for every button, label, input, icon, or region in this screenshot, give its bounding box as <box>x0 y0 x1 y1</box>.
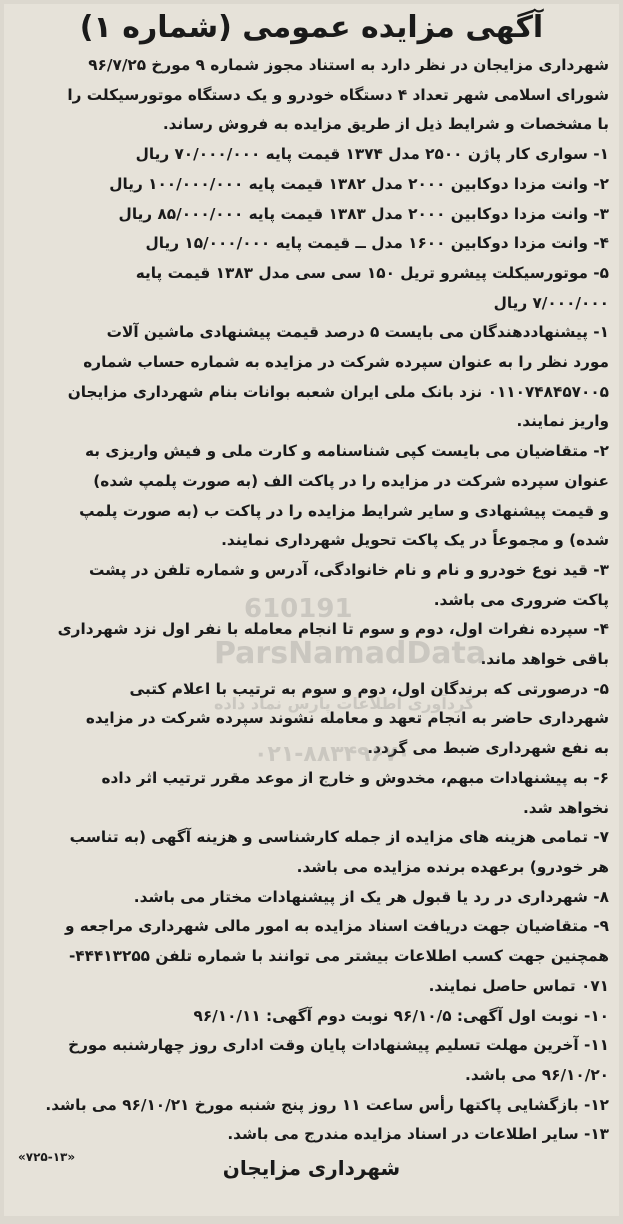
vehicle-item: ۷/۰۰۰/۰۰۰ ریال <box>493 293 609 312</box>
watermark-number: 610191 <box>244 594 353 624</box>
condition-line: ۱۲- بازگشایی پاکتها رأس ساعت ۱۱ روز پنج شنبه مورخ ۹۶/۱۰/۲۱ می باشد. <box>45 1095 609 1114</box>
signature: شهرداری مزایجان <box>222 1156 401 1181</box>
condition-line: ۸- شهرداری در رد یا قبول هر یک از پیشنهادات مختار می باشد. <box>133 887 609 906</box>
condition-line: ۲- متقاضیان می بایست کپی شناسنامه و کارت ملی و فیش واریزی به <box>84 442 609 461</box>
vehicle-item: ۳- وانت مزدا دوکابین ۲۰۰۰ مدل ۱۳۸۳ قیمت پایه ۸۵/۰۰۰/۰۰۰ ریال <box>118 204 609 223</box>
vehicle-item: ۴- وانت مزدا دوکابین ۱۶۰۰ مدل ــ قیمت پایه ۱۵/۰۰۰/۰۰۰ ریال <box>145 234 609 253</box>
conditions-list <box>14 318 609 1150</box>
watermark-brand: ParsNamadData <box>214 636 487 671</box>
condition-line: ۹۶/۱۰/۲۰ می باشد. <box>465 1065 609 1084</box>
condition-line: عنوان سپرده شرکت در مزایده را در پاکت الف (به صورت پلمپ شده) <box>93 471 609 490</box>
notice-code: «۷۲۵-۱۳» <box>18 1150 76 1164</box>
condition-line: ۰۷۱ تماس حاصل نمایند. <box>428 976 609 995</box>
condition-line: ۴- سپرده نفرات اول، دوم و سوم تا انجام معامله با نفر اول نزد شهرداری <box>57 620 609 639</box>
condition-line: و قیمت پیشنهادی و سایر شرایط مزایده را در پاکت ب (به صورت پلمپ <box>79 501 609 520</box>
condition-line: ۱۳- سایر اطلاعات در اسناد مزایده مندرج می باشد. <box>227 1125 609 1144</box>
condition-line: ۶- به پیشنهادات مبهم، مخدوش و خارج از موعد مقرر ترتیب اثر داده <box>101 768 609 787</box>
intro-line: شهرداری مزایجان در نظر دارد به استناد مجوز شماره ۹ مورخ ۹۶/۷/۲۵ <box>88 56 609 74</box>
intro-line: شورای اسلامی شهر تعداد ۴ دستگاه خودرو و یک دستگاه موتورسیکلت را <box>67 85 609 104</box>
condition-line: همچنین جهت کسب اطلاعات بیشتر می توانند با شماره تلفن ۴۴۴۱۳۲۵۵- <box>68 947 609 966</box>
vehicle-list <box>14 140 609 318</box>
condition-line: باقی خواهد ماند. <box>480 650 609 669</box>
condition-line: ۹- متقاضیان جهت دریافت اسناد مزایده به امور مالی شهرداری مراجعه و <box>64 917 609 936</box>
condition-line: واریز نمایند. <box>516 412 609 431</box>
condition-line: ۰۱۱۰۷۴۸۴۵۷۰۰۵ نزد بانک ملی ایران شعبه بوانات بنام شهرداری مزایجان <box>67 382 609 401</box>
condition-line: مورد نظر را به عنوان سپرده شرکت در مزایده به شماره حساب شماره <box>83 353 609 372</box>
condition-line: به نفع شهرداری ضبط می گردد. <box>367 739 609 758</box>
condition-line: ۷- تمامی هزینه های مزایده از جمله کارشناسی و هزینه آگهی (به تناسب <box>69 828 609 847</box>
vehicle-item: ۵- موتورسیکلت پیشرو تریل ۱۵۰ سی سی مدل ۱۳۸۳ قیمت پایه <box>135 263 609 282</box>
watermark-phone: ۰۲۱-۸۸۳۴۹۶۷۰ <box>254 742 411 767</box>
vehicle-item: ۲- وانت مزدا دوکابین ۲۰۰۰ مدل ۱۳۸۲ قیمت پایه ۱۰۰/۰۰۰/۰۰۰ ریال <box>109 174 609 193</box>
vehicle-item: ۱- سواری کار پاژن ۲۵۰۰ مدل ۱۳۷۴ قیمت پایه ۷۰/۰۰۰/۰۰۰ ریال <box>135 145 609 164</box>
notice-page <box>4 4 619 1216</box>
condition-line: نخواهد شد. <box>522 798 609 817</box>
condition-line: پاکت ضروری می باشد. <box>433 590 609 609</box>
intro-line: با مشخصات و شرایط ذیل از طریق مزایده به فروش رساند. <box>162 115 609 134</box>
condition-line: ۱۰- نوبت اول آگهی: ۹۶/۱۰/۵ نوبت دوم آگهی: ۹۶/۱۰/۱۱ <box>193 1006 609 1025</box>
condition-line: شهرداری حاضر به انجام تعهد و معامله نشوند سپرده شرکت در مزایده <box>85 709 609 728</box>
notice-title: آگهی مزایده عمومی (شماره ۱) <box>79 10 544 45</box>
condition-line: ۵- درصورتی که برندگان اول، دوم و سوم به ترتیب با اعلام کتبی <box>129 679 609 698</box>
watermark-tagline: گردآوری اطلاعات پارس نماد داده <box>214 694 475 713</box>
condition-line: شده) و مجموعاً در یک پاکت تحویل شهرداری نمایند. <box>221 531 609 550</box>
condition-line: ۱- پیشنهاددهندگان می بایست ۵ درصد قیمت پیشنهادی ماشین آلات <box>106 323 609 342</box>
condition-line: ۳- قید نوع خودرو و نام و نام خانوادگی، آدرس و شماره تلفن در پشت <box>88 560 609 579</box>
notice-intro <box>14 51 609 140</box>
condition-line: ۱۱- آخرین مهلت تسلیم پیشنهادات پایان وقت اداری روز چهارشنبه مورخ <box>68 1036 609 1055</box>
condition-line: هر خودرو) برعهده برنده مزایده می باشد. <box>296 857 609 876</box>
